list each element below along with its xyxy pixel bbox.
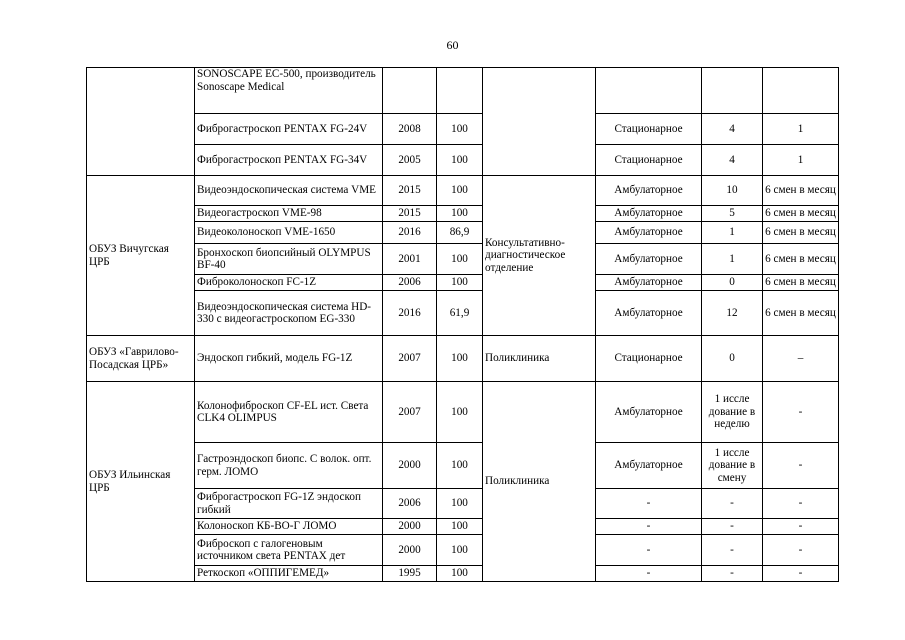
load-cell: 1 (702, 244, 763, 275)
load-cell: 0 (702, 336, 763, 382)
wear-cell (437, 68, 483, 114)
device-cell: Видеоэндоскопическая система HD-330 с видеогастроскопом EG-330 (195, 291, 383, 336)
table-row (87, 489, 839, 519)
wear-cell: 100 (437, 382, 483, 443)
device-cell: Бронхоскоп биопсийный OLYMPUS BF-40 (195, 244, 383, 275)
table-row (87, 206, 839, 222)
device-cell: Фиброскоп с галогеновым источником света PENTAX дет (195, 535, 383, 566)
mode-cell: Амбулаторное (596, 176, 702, 206)
shifts-cell: - (763, 489, 839, 519)
device-cell: Эндоскоп гибкий, модель FG-1Z (195, 336, 383, 382)
device-cell: Реткоскоп «ОППИГЕМЕД» (195, 566, 383, 582)
table-row (87, 68, 839, 114)
load-cell: - (702, 566, 763, 582)
device-cell: Колоноскоп КБ-ВО-Г ЛОМО (195, 519, 383, 535)
shifts-cell: - (763, 535, 839, 566)
table-row (87, 114, 839, 145)
year-cell: 2000 (383, 535, 437, 566)
device-cell: SONOSCAPE EC-500, производитель Sonoscape Medical (195, 68, 383, 114)
load-cell: 10 (702, 176, 763, 206)
shifts-cell: - (763, 443, 839, 489)
mode-cell: - (596, 566, 702, 582)
wear-cell: 100 (437, 176, 483, 206)
mode-cell: Амбулаторное (596, 443, 702, 489)
year-cell: 2007 (383, 336, 437, 382)
table-row (87, 336, 839, 382)
shifts-cell: 6 смен в месяц (763, 206, 839, 222)
mode-cell (596, 68, 702, 114)
wear-cell: 61,9 (437, 291, 483, 336)
shifts-cell: – (763, 336, 839, 382)
device-cell: Гастроэндоскоп биопс. С волок. опт. герм. ЛОМО (195, 443, 383, 489)
load-cell: 1 (702, 222, 763, 244)
table-row (87, 222, 839, 244)
wear-cell: 100 (437, 443, 483, 489)
wear-cell: 100 (437, 336, 483, 382)
mode-cell: Амбулаторное (596, 291, 702, 336)
mode-cell: - (596, 489, 702, 519)
year-cell: 2008 (383, 114, 437, 145)
shifts-cell (763, 68, 839, 114)
wear-cell: 100 (437, 244, 483, 275)
department-cell: Поликлиника (483, 382, 596, 582)
table-row (87, 244, 839, 275)
mode-cell: Амбулаторное (596, 382, 702, 443)
load-cell (702, 68, 763, 114)
year-cell: 2015 (383, 206, 437, 222)
table-row (87, 291, 839, 336)
device-cell: Видеогастроскоп VME-98 (195, 206, 383, 222)
year-cell: 2007 (383, 382, 437, 443)
shifts-cell: 6 смен в месяц (763, 244, 839, 275)
year-cell: 2015 (383, 176, 437, 206)
wear-cell: 100 (437, 114, 483, 145)
mode-cell: Стационарное (596, 114, 702, 145)
mode-cell: Стационарное (596, 145, 702, 176)
shifts-cell: - (763, 382, 839, 443)
shifts-cell: 1 (763, 114, 839, 145)
mode-cell: - (596, 519, 702, 535)
load-cell: 1 иссле дование в смену (702, 443, 763, 489)
load-cell: - (702, 489, 763, 519)
organization-cell: ОБУЗ Вичугская ЦРБ (87, 176, 195, 336)
shifts-cell: - (763, 566, 839, 582)
wear-cell: 86,9 (437, 222, 483, 244)
department-cell: Консультативно-диагностическое отделение (483, 176, 596, 336)
load-cell: 1 иссле дование в неделю (702, 382, 763, 443)
year-cell: 2016 (383, 222, 437, 244)
device-cell: Фиброгастроскоп PENTAX FG-24V (195, 114, 383, 145)
device-cell: Видеоэндоскопическая система VME (195, 176, 383, 206)
organization-cell: ОБУЗ Ильинская ЦРБ (87, 382, 195, 582)
mode-cell: Амбулаторное (596, 222, 702, 244)
device-cell: Фиброгастроскоп FG-1Z эндоскоп гибкий (195, 489, 383, 519)
wear-cell: 100 (437, 519, 483, 535)
table-row (87, 443, 839, 489)
table-row (87, 145, 839, 176)
mode-cell: Амбулаторное (596, 244, 702, 275)
device-cell: Колонофиброскоп CF-EL ист. Света CLK4 OLIMPUS (195, 382, 383, 443)
mode-cell: - (596, 535, 702, 566)
mode-cell: Амбулаторное (596, 275, 702, 291)
year-cell: 2000 (383, 443, 437, 489)
device-cell: Видеоколоноскоп VME-1650 (195, 222, 383, 244)
load-cell: - (702, 535, 763, 566)
mode-cell: Амбулаторное (596, 206, 702, 222)
year-cell: 1995 (383, 566, 437, 582)
year-cell: 2000 (383, 519, 437, 535)
wear-cell: 100 (437, 535, 483, 566)
department-cell: Поликлиника (483, 336, 596, 382)
shifts-cell: - (763, 519, 839, 535)
load-cell: 5 (702, 206, 763, 222)
load-cell: 0 (702, 275, 763, 291)
wear-cell: 100 (437, 275, 483, 291)
page-number: 60 (446, 38, 459, 52)
device-cell: Фиброгастроскоп PENTAX FG-34V (195, 145, 383, 176)
wear-cell: 100 (437, 145, 483, 176)
table-row (87, 275, 839, 291)
department-cell (483, 68, 596, 176)
load-cell: - (702, 519, 763, 535)
table-row (87, 382, 839, 443)
table-row (87, 519, 839, 535)
shifts-cell: 6 смен в месяц (763, 176, 839, 206)
year-cell: 2016 (383, 291, 437, 336)
year-cell: 2006 (383, 275, 437, 291)
table-row (87, 566, 839, 582)
load-cell: 4 (702, 145, 763, 176)
shifts-cell: 1 (763, 145, 839, 176)
year-cell: 2006 (383, 489, 437, 519)
wear-cell: 100 (437, 566, 483, 582)
device-cell: Фиброколоноскоп FC-1Z (195, 275, 383, 291)
shifts-cell: 6 смен в месяц (763, 291, 839, 336)
shifts-cell: 6 смен в месяц (763, 275, 839, 291)
load-cell: 4 (702, 114, 763, 145)
year-cell: 2001 (383, 244, 437, 275)
table-row (87, 176, 839, 206)
year-cell: 2005 (383, 145, 437, 176)
mode-cell: Стационарное (596, 336, 702, 382)
year-cell (383, 68, 437, 114)
wear-cell: 100 (437, 489, 483, 519)
equipment-table (86, 67, 839, 582)
table-row (87, 535, 839, 566)
wear-cell: 100 (437, 206, 483, 222)
organization-cell (87, 68, 195, 176)
shifts-cell: 6 смен в месяц (763, 222, 839, 244)
organization-cell: ОБУЗ «Гаврилово-Посадская ЦРБ» (87, 336, 195, 382)
load-cell: 12 (702, 291, 763, 336)
